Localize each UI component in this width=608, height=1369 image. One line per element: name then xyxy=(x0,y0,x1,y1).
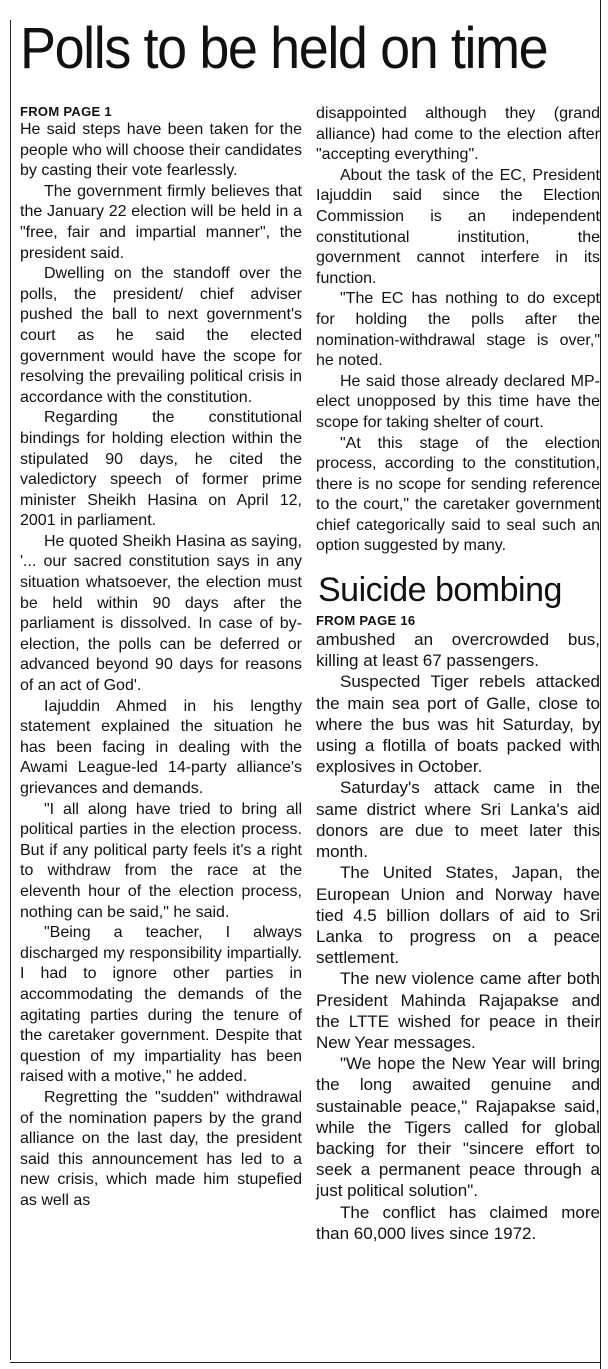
story1-continued-paragraph: He said those already declared MP-elect unopposed by this time have the scope for taking shelter of court. xyxy=(316,372,600,431)
dateline-from-page-16: FROM PAGE 16 xyxy=(316,613,416,629)
story1-paragraph: "I all along have tried to bring all political parties in the election process. But if any political party feels it's a right to withdraw from the race at the eleventh hour of the election process, nothing can be said," he said. xyxy=(20,800,302,921)
story1-continued-paragraph: "At this stage of the election process, according to the constitution, there is no scope for sending reference to the court," the caretaker government chief categorically said to seal such an option suggested by many. xyxy=(316,434,600,555)
story2-paragraph: ambushed an overcrowded bus, killing at least 67 passengers. xyxy=(316,630,600,671)
dateline-from-page-1: FROM PAGE 1 xyxy=(20,104,112,119)
story2-paragraph: Saturday's attack came in the same district where Sri Lanka's aid donors are due to meet later this month. xyxy=(316,778,600,862)
story1-paragraph: Dwelling on the standoff over the polls, the president/ chief adviser pushed the ball to next government's court as he said the elected government would have the scope for resolving the prevailing political crisis in accordance with the constitution. xyxy=(20,265,302,406)
story1-paragraph: Regretting the "sudden" withdrawal of the nomination papers by the grand alliance on the last day, the president said this announcement has led to a new crisis, which made him stupefied as well as xyxy=(20,1088,302,1209)
story2-paragraph: The new violence came after both President Mahinda Rajapakse and the LTTE wished for peace in their New Year messages. xyxy=(316,969,600,1052)
left-column xyxy=(20,104,302,1211)
story2-paragraph: Suspected Tiger rebels attacked the main sea port of Galle, close to where the bus was hit Saturday, by using a flotilla of boats packed with explosives in October. xyxy=(316,672,600,777)
story2-body xyxy=(316,629,600,1244)
story1-paragraph: Regarding the constitutional bindings for holding election within the stipulated 90 days, he cited the valedictory speech of former prime minister Sheikh Hasina on April 12, 2001 in parliament. xyxy=(20,409,302,530)
right-border-rule xyxy=(600,0,601,1369)
story1-paragraph: Iajuddin Ahmed in his lengthy statement explained the situation he has been facing in dealing with the Awami League-led 14-party alliance's grievances and demands. xyxy=(20,697,302,797)
bottom-border-rule xyxy=(10,1362,600,1363)
right-column xyxy=(316,104,600,1244)
suicide-bombing-headline: Suicide bombing xyxy=(318,571,562,610)
story1-continued-paragraph: "The EC has nothing to do except for holding the polls after the nomination-withdrawal stage is over," he noted. xyxy=(316,290,600,370)
left-border-rule xyxy=(10,20,11,1360)
story2-paragraph: The United States, Japan, the European Union and Norway have tied 4.5 billion dollars of aid to Sri Lanka to progress on a peace settlement. xyxy=(316,863,600,968)
story1-continued-paragraph: disappointed although they (grand alliance) had come to the election after "accepting everything". xyxy=(316,105,600,164)
story1-paragraph: He quoted Sheikh Hasina as saying, '... our sacred constitution says in any situation whatsoever, the election must be held within 90 days after the parliament is dissolved. In case of by-election, the polls can be deferred or advanced beyond 90 days for reasons of an act of God'. xyxy=(20,532,302,695)
story1-paragraph: "Being a teacher, I always discharged my responsibility impartially. I had to ignore other parties in accommodating the demands of the agitating parties during the tenure of the caretaker government. Despite that question of my impartiality has been raised with a motive," he added. xyxy=(20,924,302,1086)
story2-paragraph: The conflict has claimed more than 60,000 lives since 1972. xyxy=(316,1202,600,1243)
story1-continued-paragraph: About the task of the EC, President Iajuddin said since the Election Commission is an independent constitutional institution, the government cannot interfere in its function. xyxy=(316,166,600,287)
story1-paragraph: He said steps have been taken for the people who will choose their candidates by casting their vote fearlessly. xyxy=(20,121,302,180)
story1-paragraph: The government firmly believes that the January 22 election will be held in a "free, fair and impartial manner", the president said. xyxy=(20,182,302,262)
main-headline: Polls to be held on time xyxy=(20,16,548,81)
story2-paragraph: "We hope the New Year will bring the long awaited genuine and sustainable peace," Rajapakse said, while the Tigers called for global backing for their "sincere effort to seek a permanent peace through a just political solution". xyxy=(316,1054,600,1201)
